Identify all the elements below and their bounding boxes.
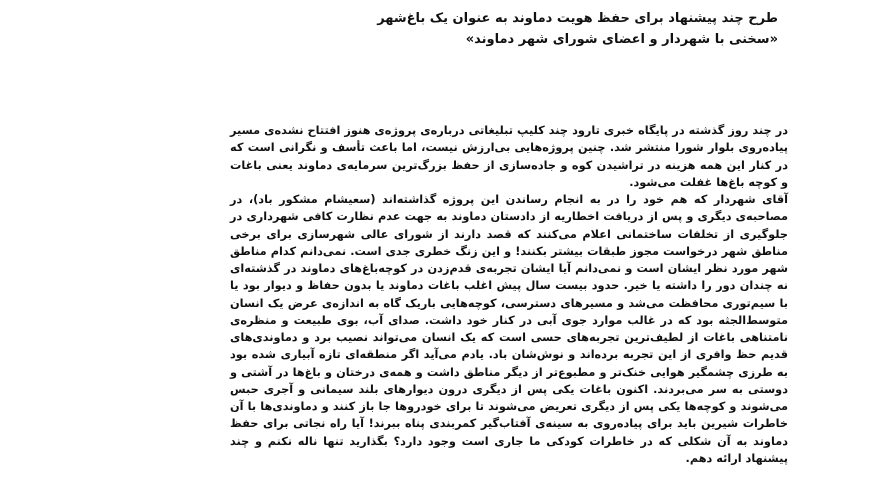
document-title: طرح چند پیشنهاد برای حفظ هویت دماوند به عنوان یک باغ‌شهر [377,11,778,26]
paragraph-main: آقای شهردار که هم خود را در به انجام رساندن این پروژه گذاشته‌اند (سعیشام مشکور باد)، در مصاحبه‌ی دیگری و پس از دریافت اخطاریه از دادستان دماوند به جهت عدم نظارت کافی شهرداری در جلوگیری از تخلفات ساختمانی اعلام می‌کنند که قصد دارند از شورای عالی شهرسازی برای برخی مناطق شهر درخواست مجوز طبقات بیشتر بکنند! و این زنگ خطری جدی است. نمی‌دانم کدام مناطق شهر مورد نظر ایشان است و نمی‌دانم آیا ایشان تجربه‌ی قدم‌زدن در کوچه‌باغ‌های دماوند در گذشته‌ای نه چندان دور را داشته یا خیر. حدود بیست سال پیش اغلب باغات دماوند یا بدون حفاظ و دیوار بود یا با سیم‌توری محافظت می‌شد و مسیرهای دسترسی، کوچه‌هایی باریک گاه به اندازه‌ی عرض یک انسان متوسط‌الجثه بود که در غالب موارد جوی آبی در کنار خود داشت. صدای آب، بوی طبیعت و منظره‌ی نامتناهی باغات از لطیف‌ترین تجربه‌های حسی است که یک انسان می‌تواند نصیب برد و دماوندی‌های قدیم حظ وافری از این تجربه برده‌اند و نوش‌شان باد. یادم می‌آید اگر منطقه‌ای تازه آبیاری شده بود به طرزی چشمگیر هوایی خنک‌تر و مطبوع‌تر از دیگر مناطق داشت و همه‌ی درختان و باغ‌ها در آشتی و دوستی به سر می‌بردند. اکنون باغات یکی پس از دیگری درون دیوارهای بلند سیمانی و آجری حبس می‌شوند و کوچه‌ها یکی پس از دیگری تعریض می‌شوند تا برای خودروها جا باز کنند و دماوندی‌ها با آن خاطرات شیرین باید برای پیاده‌روی به سینه‌ی آفتاب‌گیر کمربندی پناه ببرند! آیا راه نجاتی برای حفظ دماوند به آن شکلی که در خاطرات کودکی ما جاری است وجود دارد؟ بگذارید تنها ناله نکنم و چند پیشنهاد ارائه دهم. [230,193,788,465]
paragraph-intro: در چند روز گذشته در پایگاه خبری تارود چند کلیپ تبلیغاتی درباره‌ی پروژه‌ی هنوز افتتاح نشده‌ی مسیر پیاده‌روی بلوار شورا منتشر شد. چنین پروژه‌هایی بی‌ارزش نیست، اما باعث تأسف و نگرانی است که در کنار این همه هزینه در تراشیدن کوه و جاده‌سازی از حفظ بزرگ‌ترین سرمایه‌ی دماوند یعنی باغات و کوچه باغ‌ها غفلت می‌شود. [230,124,788,189]
document-heading [178,8,778,50]
document-body [230,122,788,467]
document-subtitle: «سخنی با شهردار و اعضای شورای شهر دماوند» [465,32,778,47]
